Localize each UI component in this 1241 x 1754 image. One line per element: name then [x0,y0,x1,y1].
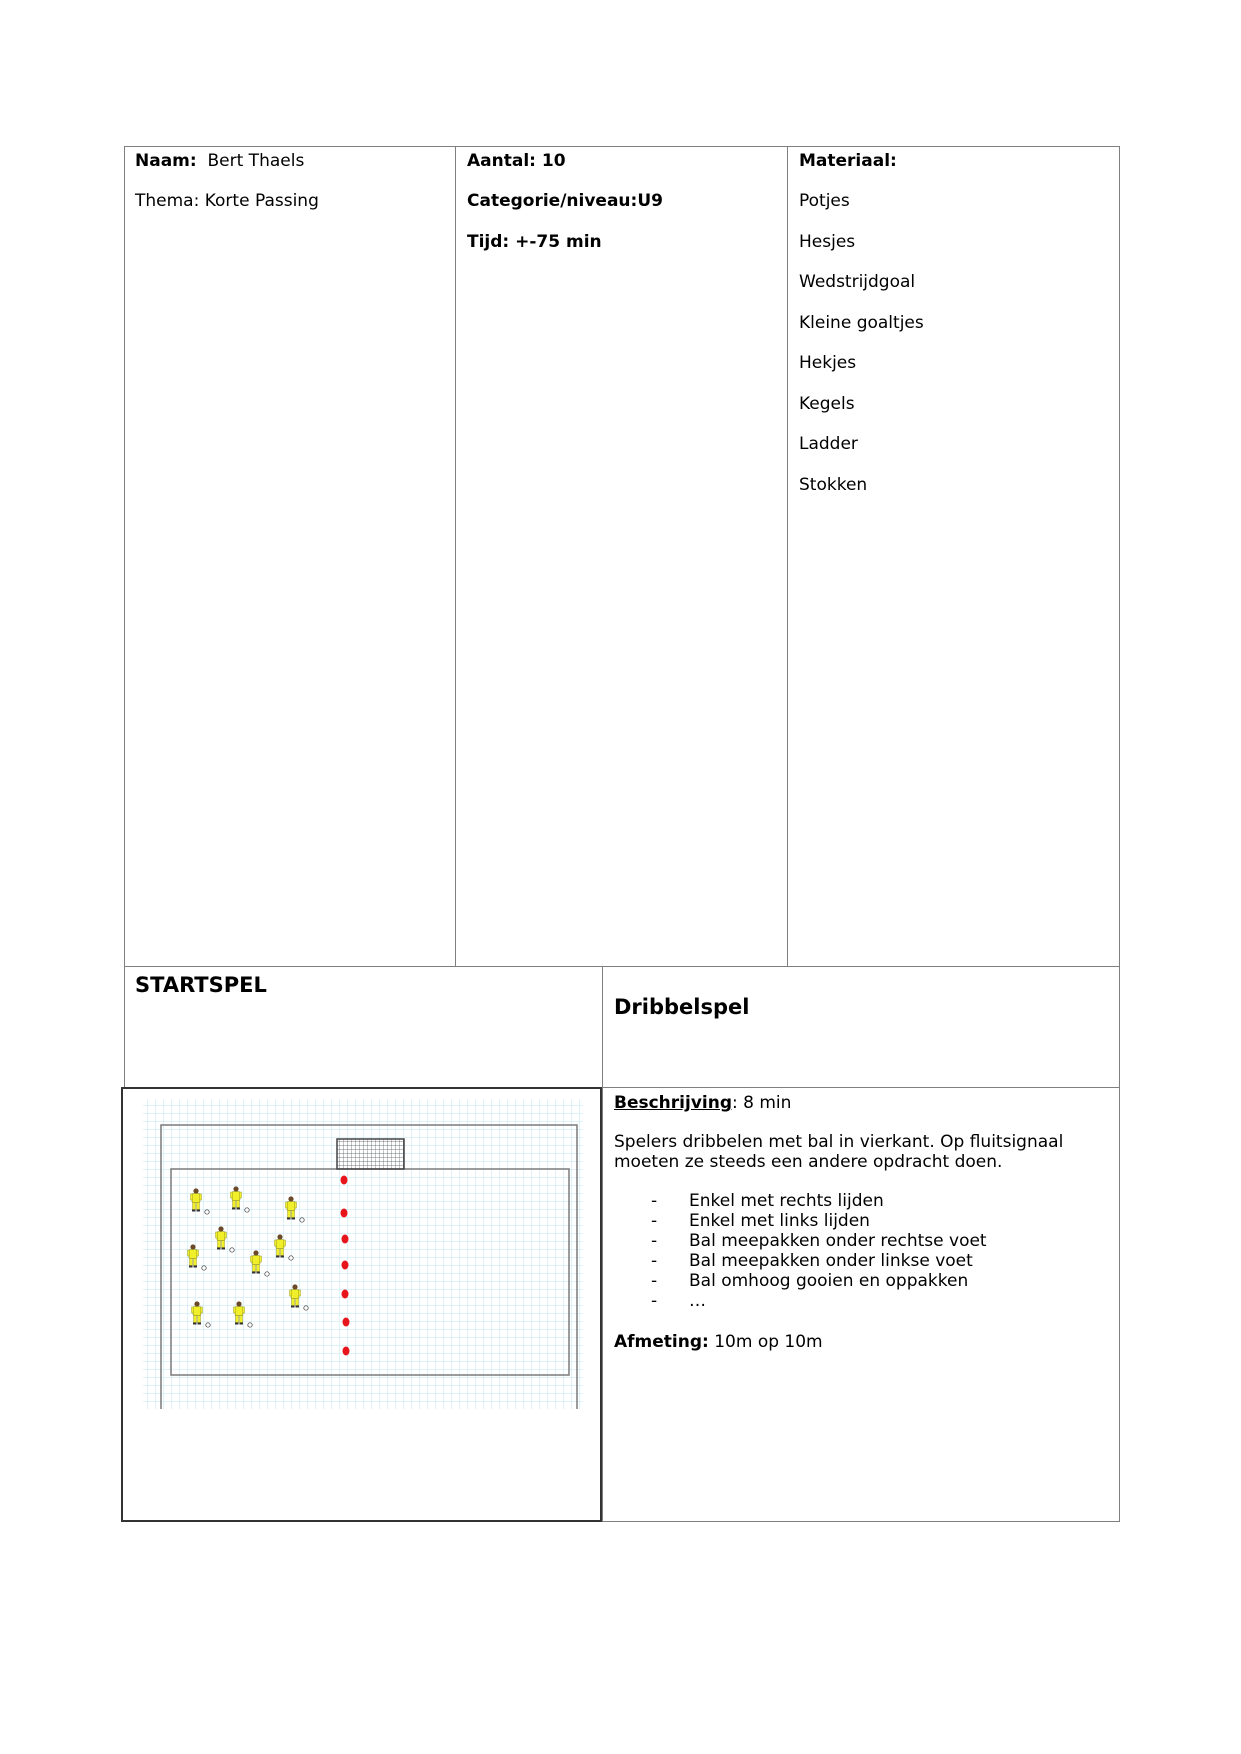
opdracht-text: Enkel met links lijden [689,1211,870,1231]
materiaal-item: Stokken [799,474,868,495]
info-cell-materiaal [787,146,1120,967]
section-title-cell [124,966,603,1088]
section-title: STARTSPEL [135,973,267,997]
opdracht-list [614,1191,1094,1311]
naam-value: Bert Thaels [207,151,305,171]
cone-marker [341,1209,348,1218]
cone-marker [342,1261,349,1270]
materiaal-item: Potjes [799,191,850,211]
opdracht-text: Bal meepakken onder rechtse voet [689,1231,987,1251]
cone-marker [341,1176,348,1185]
cone-marker [343,1318,350,1327]
beschrijving-line [614,1093,791,1113]
opdracht-item [614,1211,1094,1231]
opdracht-text: Enkel met rechts lijden [689,1191,884,1211]
dash-mark: - [651,1291,658,1311]
cone-marker [342,1235,349,1244]
description-cell [602,1087,1120,1522]
afmeting-label: Afmeting: [614,1332,709,1352]
info-cell-naam [124,146,456,967]
afmeting-line [614,1332,823,1352]
beschrijving-label: Beschrijving [614,1093,733,1113]
naam-label: Naam: [135,151,197,171]
dash-mark: - [651,1271,658,1291]
materiaal-item: Wedstrijdgoal [799,272,916,292]
opdracht-item [614,1251,1094,1271]
opdracht-text: … [689,1291,706,1311]
exercise-name: Dribbelspel [614,995,750,1019]
materiaal-list [799,191,924,515]
opdracht-item [614,1231,1094,1251]
materiaal-item: Kleine goaltjes [799,312,924,333]
opdracht-item [614,1291,1094,1311]
opdracht-item [614,1191,1094,1211]
thema-label: Thema: [135,191,200,211]
naam-line [135,151,304,171]
dash-mark: - [651,1191,658,1211]
thema-value: Korte Passing [204,191,319,211]
dash-mark: - [651,1251,658,1271]
tijd: Tijd: +-75 min [467,232,602,252]
dash-mark: - [651,1211,658,1231]
materiaal-item: Kegels [799,393,855,414]
categorie: Categorie/niveau:U9 [467,191,663,211]
materiaal-item: Hesjes [799,231,856,252]
materiaal-label: Materiaal: [799,151,897,171]
exercise-name-cell [602,966,1120,1088]
materiaal-item: Ladder [799,434,858,454]
description-text: Spelers dribbelen met bal in vierkant. Op fluitsignaal moeten ze steeds een andere opdracht doen. [614,1132,1064,1172]
cone-marker [343,1347,350,1356]
afmeting-value: 10m op 10m [714,1332,823,1352]
info-cell-aantal [455,146,788,967]
beschrijving-duration: : 8 min [732,1093,792,1113]
thema-line [135,191,319,211]
opdracht-text: Bal omhoog gooien en oppakken [689,1271,969,1291]
cone-marker [342,1290,349,1299]
diagram-cell [121,1087,602,1522]
goal-icon [337,1139,404,1169]
field-diagram [123,1089,600,1520]
opdracht-text: Bal meepakken onder linkse voet [689,1251,973,1271]
opdracht-item [614,1271,1094,1291]
materiaal-item: Hekjes [799,353,857,373]
dash-mark: - [651,1231,658,1251]
aantal: Aantal: 10 [467,151,566,171]
